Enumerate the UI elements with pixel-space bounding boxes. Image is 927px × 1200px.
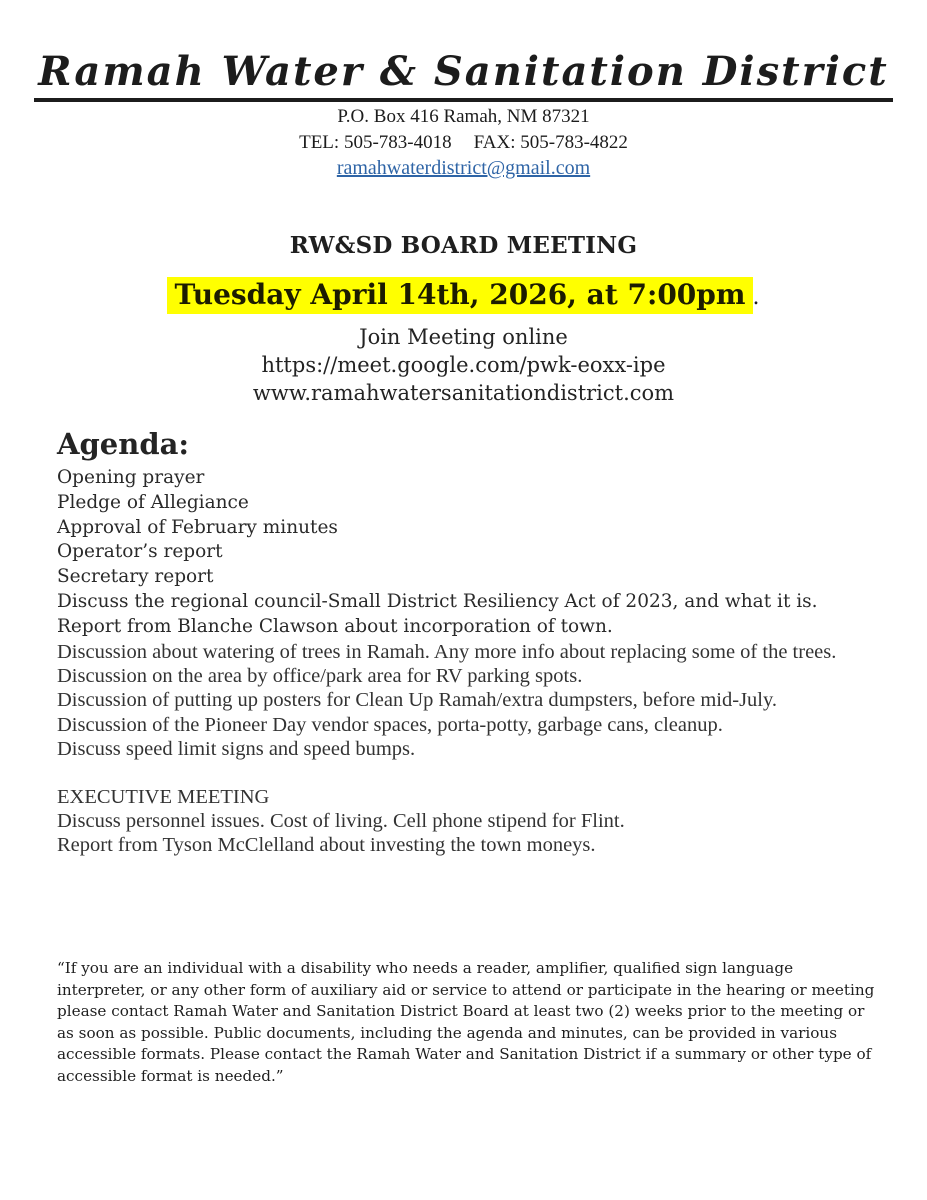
accessibility-notice: “If you are an individual with a disability who needs a reader, amplifier, qualified sign language interpreter, or any other form of auxiliary aid or service to attend or participate in the hearing or meeting please contact Ramah Water and Sanitation District Board at least two (2) weeks prior to the meeting or as soon as possible. Public documents, including the agenda and minutes, can be provided in various accessible formats. Please contact the Ramah Water and Sanitation District if a summary or other type of accessible format is needed.” — [57, 959, 875, 1085]
section-gap — [57, 762, 875, 785]
agenda-heading: Agenda: — [57, 427, 190, 461]
agenda-item: Approval of February minutes — [57, 516, 338, 538]
telfax-line — [0, 131, 927, 154]
agenda-item: Discuss speed limit signs and speed bumps. — [57, 738, 416, 761]
executive-item: Discuss personnel issues. Cost of living. Cell phone stipend for Flint. — [57, 810, 625, 833]
fax-number: FAX: 505-783-4822 — [473, 132, 628, 153]
meeting-datetime-suffix: . — [752, 285, 760, 310]
join-online-label: Join Meeting online — [359, 325, 568, 349]
agenda-item: Pledge of Allegiance — [57, 491, 249, 513]
district-website-url[interactable]: www.ramahwatersanitationdistrict.com — [252, 381, 675, 405]
agenda-item: Discussion of the Pioneer Day vendor spaces, porta-potty, garbage cans, cleanup. — [57, 713, 723, 736]
letterhead — [0, 0, 927, 180]
agenda-item: Discussion on the area by office/park area for RV parking spots. — [57, 664, 583, 687]
meeting-date-line — [0, 277, 927, 316]
google-meet-url[interactable]: https://meet.google.com/pwk-eoxx-ipe — [261, 353, 666, 377]
agenda-item: Opening prayer — [57, 467, 205, 488]
agenda-item: Report from Blanche Clawson about incorporation of town. — [57, 615, 613, 637]
meeting-announcement — [0, 232, 927, 407]
address-line: P.O. Box 416 Ramah, NM 87321 — [337, 106, 590, 127]
organization-title: Ramah Water & Sanitation District — [34, 50, 892, 102]
meeting-datetime-highlight: Tuesday April 14th, 2026, at 7:00pm — [167, 277, 752, 314]
meeting-title: RW&SD BOARD MEETING — [289, 232, 638, 259]
agenda-item: Discussion about watering of trees in Ramah. Any more info about replacing some of the trees. — [57, 640, 837, 663]
tel-number: TEL: 505-783-4018 — [299, 132, 452, 153]
agenda-item: Discuss the regional council-Small District Resiliency Act of 2023, and what it is. — [57, 590, 818, 612]
agenda-section — [57, 427, 875, 858]
executive-meeting-heading: EXECUTIVE MEETING — [57, 785, 270, 808]
agenda-item: Secretary report — [57, 566, 214, 588]
agenda-item: Discussion of putting up posters for Clean Up Ramah/extra dumpsters, before mid-July. — [57, 689, 778, 712]
email-link[interactable]: ramahwaterdistrict@gmail.com — [336, 157, 591, 179]
executive-item: Report from Tyson McClelland about investing the town moneys. — [57, 834, 596, 857]
agenda-item: Operator’s report — [57, 541, 223, 563]
